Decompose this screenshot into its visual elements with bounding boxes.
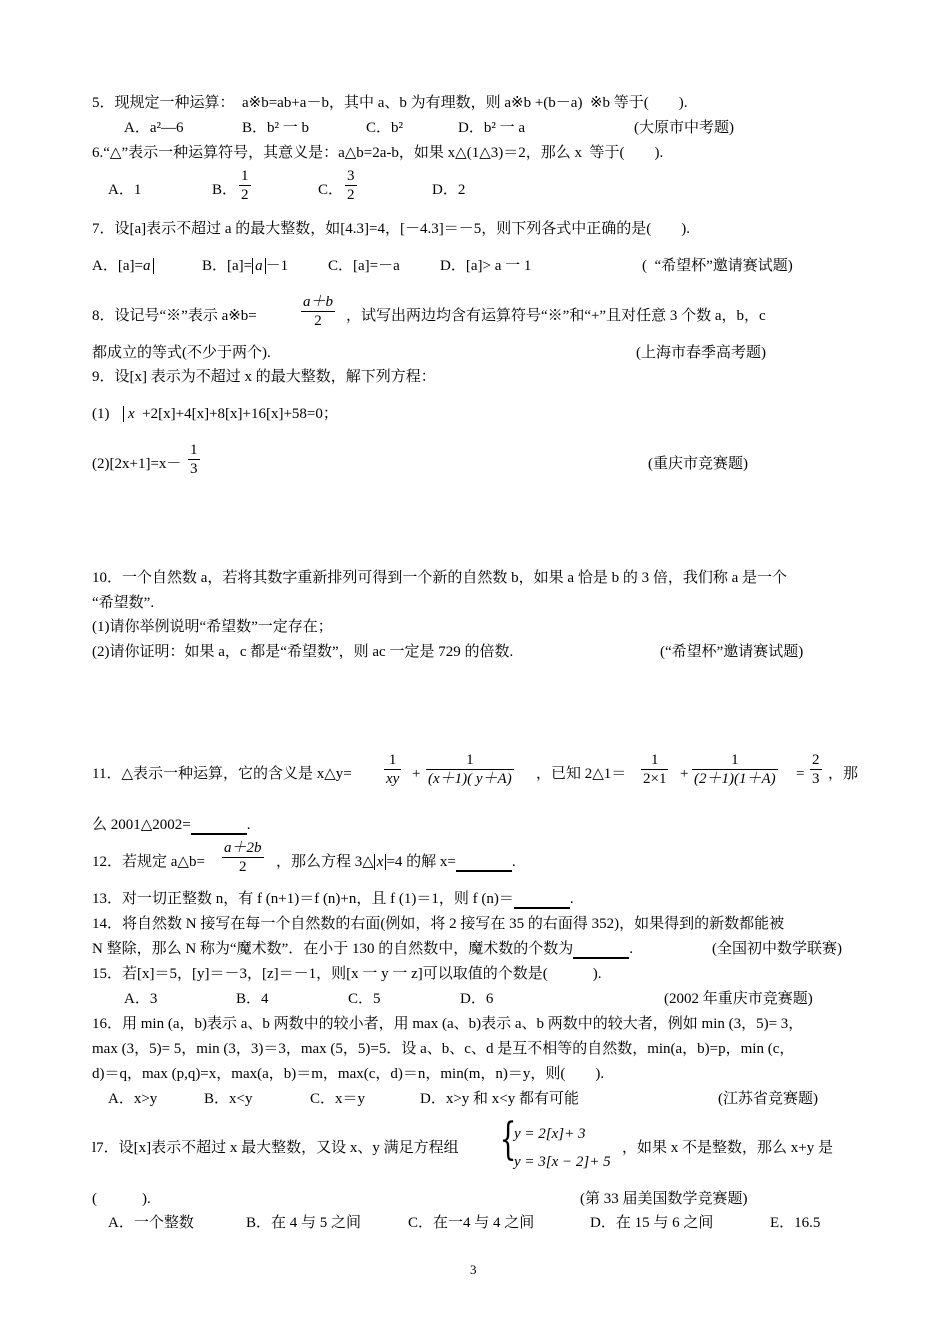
q16-option-b: B．x<y bbox=[204, 1091, 253, 1107]
q17-line2: ( ). bbox=[92, 1191, 151, 1207]
q8-stem-end: ，试写出两边均含有运算符号“※”和“+”且对任意 3 个数 a，b，c bbox=[346, 308, 766, 324]
q12-stem-rest: ，那么方程 3△ x =4 的解 x= . bbox=[276, 854, 516, 870]
q5-option-d: D．b² 一 a bbox=[458, 120, 525, 136]
q17-option-d: D．在 15 与 6 之间 bbox=[590, 1215, 714, 1231]
q17-stem-start: l7．设[x]表示不超过 x 最大整数，又设 x、y 满足方程组 bbox=[92, 1140, 459, 1156]
q9-part1: (1) x +2[x]+4[x]+8[x]+16[x]+58=0； bbox=[92, 406, 338, 422]
q11-plus-1: + bbox=[412, 766, 421, 782]
q11-fraction-3: 1 2×1 bbox=[643, 752, 667, 787]
q14-source: (全国初中数学联赛) bbox=[712, 941, 842, 957]
q17-option-e: E．16.5 bbox=[770, 1215, 821, 1231]
q16-line3: d)＝q，max (p,q)=x，max(a，b)＝m，max(c，d)＝n，min(m，n)＝y，则( ). bbox=[92, 1066, 605, 1082]
q7-stem: 7．设[a]表示不超过 a 的最大整数，如[4.3]=4，[－4.3]＝－5，则下列各式中正确的是( ). bbox=[92, 221, 690, 237]
q7-option-b: B．[a]= a －1 bbox=[202, 258, 289, 274]
q7-option-a: A．[a]=a bbox=[92, 256, 154, 276]
q11-stem-mid: ，已知 2△1＝ bbox=[536, 766, 627, 782]
q5-option-c: C．b² bbox=[366, 120, 404, 136]
q5-stem: 5．现规定一种运算： a※b=ab+a－b，其中 a、b 为有理数，则 a※b +(b－a) ※b 等于( ). bbox=[92, 95, 688, 111]
q7-source: ( “希望杯”邀请赛试题) bbox=[642, 258, 793, 274]
q17-left-brace: { bbox=[499, 1114, 517, 1165]
q12-fraction: a＋2b 2 bbox=[224, 840, 262, 875]
q12-answer-blank[interactable] bbox=[456, 853, 512, 872]
q5-option-a: A．a²—6 bbox=[124, 120, 184, 136]
page-number: 3 bbox=[470, 1262, 477, 1277]
q6-fraction-c: 3 2 bbox=[347, 168, 355, 203]
q11-stem-start: 11．△表示一种运算，它的含义是 x△y= bbox=[92, 766, 352, 782]
q17-source: (第 33 届美国数学竞赛题) bbox=[580, 1191, 748, 1207]
q15-option-a: A．3 bbox=[124, 991, 158, 1007]
q17-option-c: C．在一4 与 4 之间 bbox=[408, 1215, 535, 1231]
q16-option-a: A．x>y bbox=[108, 1091, 158, 1107]
q10-source: (“希望杯”邀请赛试题) bbox=[660, 644, 804, 660]
q11-answer-blank[interactable] bbox=[191, 816, 247, 835]
q15-option-c: C．5 bbox=[348, 991, 381, 1007]
q9-part2-fraction: 1 3 bbox=[190, 442, 198, 477]
q17-equation-2: y = 3[x − 2]+ 5 bbox=[514, 1154, 611, 1170]
q6-option-a: A．1 bbox=[108, 182, 142, 198]
q9-source: (重庆市竞赛题) bbox=[648, 456, 748, 472]
q15-stem: 15．若[x]＝5，[y]＝－3，[z]＝－1，则[x 一 y 一 z]可以取值的个数是( ). bbox=[92, 966, 602, 982]
q11-line2: 么 2001△2002= . bbox=[92, 817, 251, 833]
q10-line4: (2)请你证明：如果 a，c 都是“希望数”，则 ac 一定是 729 的倍数. bbox=[92, 644, 514, 660]
q6-stem: 6.“△”表示一种运算符号，其意义是：a△b=2a-b，如果 x△(1△3)＝2，那么 x 等于( ). bbox=[92, 145, 664, 161]
q7-option-d: D．[a]> a 一 1 bbox=[440, 258, 532, 274]
q8-stem-start: 8．设记号“※”表示 a※b= bbox=[92, 308, 257, 324]
q11-plus-2: + bbox=[680, 766, 689, 782]
q15-source: (2002 年重庆市竞赛题) bbox=[664, 991, 813, 1007]
q9-part2: (2)[2x+1]=x－ bbox=[92, 456, 182, 472]
q11-fraction-4: 1 (2＋1)(1＋A) bbox=[694, 752, 776, 787]
q6-fraction-b: 1 2 bbox=[241, 168, 249, 203]
q11-stem-tail: ，那 bbox=[828, 766, 859, 782]
q16-source: (江苏省竞赛题) bbox=[718, 1091, 818, 1107]
q6-option-b: B． bbox=[212, 182, 238, 198]
q14-answer-blank[interactable] bbox=[573, 940, 629, 959]
q12-stem-start: 12．若规定 a△b= bbox=[92, 854, 205, 870]
q13-stem: 13．对一切正整数 n，有 f (n+1)＝f (n)+n，且 f (1)＝1，则 f (n)＝ . bbox=[92, 891, 574, 907]
q17-stem-end: ，如果 x 不是整数，那么 x+y 是 bbox=[622, 1140, 833, 1156]
q8-line2: 都成立的等式(不少于两个). bbox=[92, 345, 271, 361]
q17-equation-1: y = 2[x]+ 3 bbox=[514, 1126, 586, 1142]
q15-option-d: D．6 bbox=[460, 991, 494, 1007]
q6-option-c: C． bbox=[318, 182, 344, 198]
q8-fraction: a＋b 2 bbox=[303, 294, 334, 329]
q10-line3: (1)请你举例说明“希望数”一定存在； bbox=[92, 619, 333, 635]
q16-line1: 16．用 min (a，b)表示 a、b 两数中的较小者，用 max (a、b)表示 a、b 两数中的较大者，例如 min (3，5)= 3， bbox=[92, 1016, 804, 1032]
q5-source: (大原市中考题) bbox=[634, 120, 734, 136]
q7-option-c: C．[a]=－a bbox=[328, 258, 400, 274]
q16-line2: max (3，5)= 5，min (3，3)＝3，max (5，5)=5．设 a、b、c、d 是互不相等的自然数，min(a，b)=p，min (c， bbox=[92, 1041, 795, 1057]
q16-option-c: C．x＝y bbox=[310, 1091, 366, 1107]
q9-stem: 9．设[x] 表示为不超过 x 的最大整数，解下列方程： bbox=[92, 369, 436, 385]
q15-option-b: B．4 bbox=[236, 991, 269, 1007]
q16-option-d: D．x>y 和 x<y 都有可能 bbox=[420, 1091, 580, 1107]
q11-fraction-5: 2 3 bbox=[812, 752, 820, 787]
q11-equals: = bbox=[796, 766, 805, 782]
q5-option-b: B．b² 一 b bbox=[242, 120, 310, 136]
q17-option-a: A．一个整数 bbox=[108, 1215, 194, 1231]
q6-option-d: D．2 bbox=[432, 182, 466, 198]
q14-line1: 14．将自然数 N 接写在每一个自然数的右面(例如，将 2 接写在 35 的右面得 352)，如果得到的新数都能被 bbox=[92, 916, 785, 932]
q11-fraction-1: 1 xy bbox=[386, 752, 400, 787]
q10-line1: 10．一个自然数 a，若将其数字重新排列可得到一个新的自然数 b，如果 a 恰是 b 的 3 倍，我们称 a 是一个 bbox=[92, 570, 787, 586]
q10-line2: “希望数”. bbox=[92, 595, 155, 611]
q14-line2: N 整除，那么 N 称为“魔术数”．在小于 130 的自然数中，魔术数的个数为 . bbox=[92, 941, 633, 957]
q17-option-b: B．在 4 与 5 之间 bbox=[246, 1215, 362, 1231]
q11-fraction-2: 1 (x＋1)( y＋A) bbox=[428, 752, 512, 787]
q13-answer-blank[interactable] bbox=[514, 890, 570, 909]
q8-source: (上海市春季高考题) bbox=[636, 345, 766, 361]
